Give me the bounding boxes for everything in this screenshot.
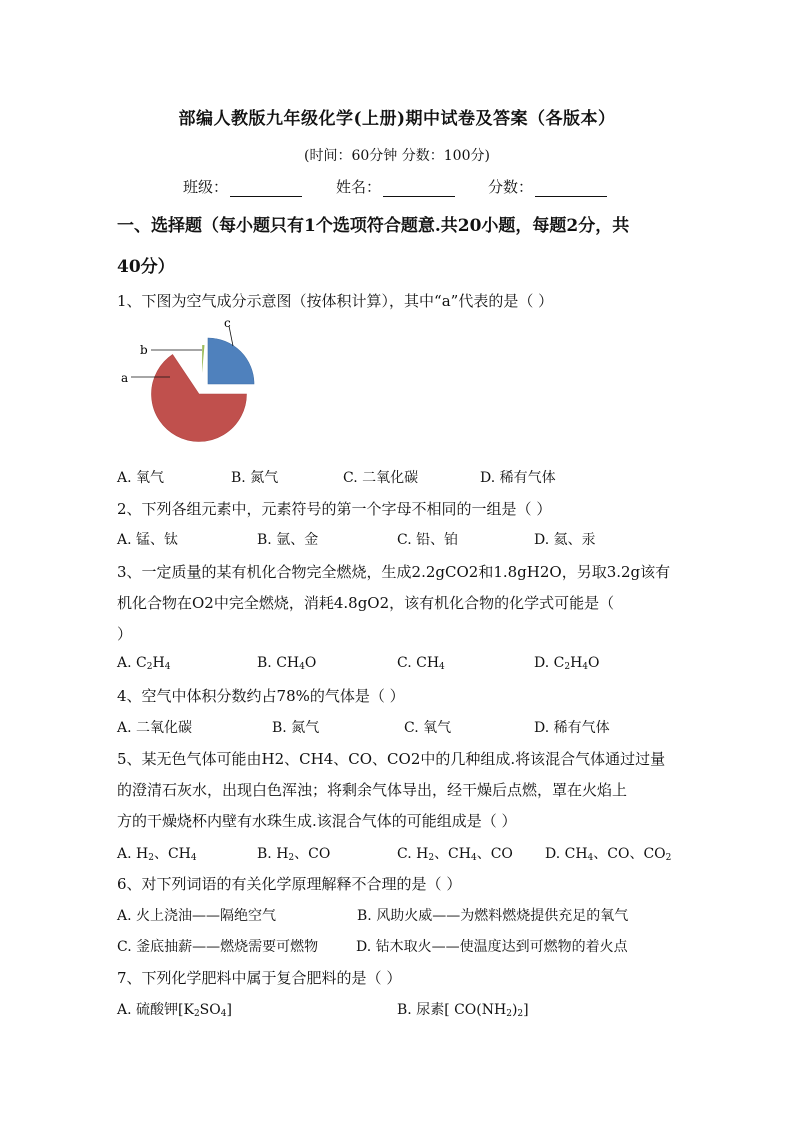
q5-a-sub2: 4 xyxy=(190,853,197,863)
class-field xyxy=(183,176,302,197)
q5-d-text: D. CH xyxy=(545,846,588,862)
q1-option-c: C. 二氧化碳 xyxy=(343,470,419,486)
label-c: c xyxy=(224,316,231,330)
q3-option-d xyxy=(534,655,600,671)
q6-stem: 6、对下列词语的有关化学原理解释不合理的是（ ） xyxy=(117,875,462,893)
q3-line3: ） xyxy=(117,625,133,643)
q3-d-text: D. C xyxy=(534,655,565,671)
q4-option-d: D. 稀有气体 xyxy=(534,720,610,736)
q3-d-mid: H xyxy=(570,655,583,671)
q1-option-b: B. 氮气 xyxy=(231,470,279,486)
q7-a-post: ] xyxy=(226,1002,232,1018)
q3-d-sub2: 4 xyxy=(582,662,589,672)
q5-c-sub1: 2 xyxy=(428,853,435,863)
q5-c-sub2: 4 xyxy=(470,853,477,863)
q5-c-mid: 、CH xyxy=(434,846,471,862)
q3-d-post: O xyxy=(588,655,600,671)
q4-option-b: B. 氮气 xyxy=(272,720,320,736)
q5-b-text: B. H xyxy=(257,846,289,862)
name-blank xyxy=(383,182,455,197)
q7-option-b xyxy=(397,999,529,1019)
q5-c-post: 、CO xyxy=(476,846,513,862)
q7-stem: 7、下列化学肥料中属于复合肥料的是（ ） xyxy=(117,969,402,987)
q5-option-a xyxy=(117,843,197,863)
section-heading-line2: 40分） xyxy=(117,257,175,277)
q3-a-mid: H xyxy=(152,655,165,671)
q7-b-post: ] xyxy=(523,1002,529,1018)
q3-line1: 3、一定质量的某有机化合物完全燃烧，生成2.2gCO2和1.8gH2O，另取3.2g该有 xyxy=(117,563,671,581)
q5-option-d xyxy=(545,843,671,863)
q7-b-text: B. 尿素[ CO(NH xyxy=(397,1002,507,1018)
exam-info: (时间：60分钟 分数：100分) xyxy=(304,148,490,164)
q3-a-text: A. C xyxy=(117,655,147,671)
q7-a-sub2: 4 xyxy=(220,1009,227,1019)
q6-option-c: C. 釜底抽薪——燃烧需要可燃物 xyxy=(117,939,319,955)
q3-b-sub: 4 xyxy=(299,662,305,672)
label-a: a xyxy=(121,371,129,385)
q4-option-a: A. 二氧化碳 xyxy=(117,720,193,736)
q3-d-sub1: 2 xyxy=(564,662,571,672)
q2-option-b: B. 氩、金 xyxy=(257,532,319,548)
q6-option-a: A. 火上浇油——隔绝空气 xyxy=(117,908,277,924)
q7-a-mid: SO xyxy=(199,1002,221,1018)
q5-option-b xyxy=(257,843,330,863)
q7-a-text: A. 硫酸钾[K xyxy=(117,1002,194,1018)
class-blank xyxy=(230,182,302,197)
q5-a-text: A. H xyxy=(117,846,149,862)
q5-option-c xyxy=(397,843,513,863)
q5-line1: 5、某无色气体可能由H2、CH4、CO、CO2中的几种组成.将该混合气体通过过量 xyxy=(117,750,666,768)
q5-a-mid: 、CH xyxy=(153,846,191,862)
q5-d-sub2: 2 xyxy=(665,853,672,863)
q2-option-d: D. 氦、汞 xyxy=(534,532,596,548)
q4-stem: 4、空气中体积分数约占78%的气体是（ ） xyxy=(117,687,405,705)
pie-slice-b xyxy=(202,345,205,373)
q5-c-text: C. H xyxy=(397,846,429,862)
class-label: 班级： xyxy=(183,178,229,196)
score-blank xyxy=(535,182,607,197)
q2-option-a: A. 锰、钛 xyxy=(117,532,179,548)
q5-d-mid: 、CO、CO xyxy=(593,846,666,862)
pie-slice-c xyxy=(208,338,254,384)
section-heading-line1: 一、选择题（每小题只有1个选项符合题意.共20小题，每题2分，共 xyxy=(117,216,630,236)
q7-b-sub1: 2 xyxy=(506,1009,512,1019)
q1-stem: 1、下图为空气成分示意图（按体积计算），其中“a”代表的是（ ） xyxy=(117,292,554,310)
q3-a-sub1: 2 xyxy=(146,662,153,672)
q3-b-post: O xyxy=(304,655,317,671)
q7-b-sub2: 2 xyxy=(517,1009,524,1019)
q5-a-sub1: 2 xyxy=(148,853,154,863)
q7-b-mid: ) xyxy=(511,1002,518,1018)
q3-c-text: C. CH xyxy=(397,655,440,671)
q2-stem: 2、下列各组元素中，元素符号的第一个字母不相同的一组是（ ） xyxy=(117,500,552,518)
q3-c-sub: 4 xyxy=(439,662,445,672)
q5-line3: 方的干燥烧杯内壁有水珠生成.该混合气体的可能组成是（ ） xyxy=(117,812,517,830)
q3-b-text: B. CH xyxy=(257,655,300,671)
label-b: b xyxy=(140,343,148,357)
q5-b-sub1: 2 xyxy=(288,853,295,863)
air-composition-pie xyxy=(115,313,255,458)
q5-line2: 的澄清石灰水，出现白色浑浊；将剩余气体导出，经干燥后点燃，罩在火焰上 xyxy=(117,781,628,799)
q3-option-a xyxy=(117,655,170,671)
page-title: 部编人教版九年级化学(上册)期中试卷及答案（各版本） xyxy=(178,109,616,129)
q4-option-c: C. 氧气 xyxy=(404,720,452,736)
q7-option-a xyxy=(117,999,232,1019)
q6-option-b: B. 风助火威——为燃料燃烧提供充足的氧气 xyxy=(357,908,629,924)
q2-option-c: C. 铅、铂 xyxy=(397,532,459,548)
score-field xyxy=(488,176,607,197)
q5-d-sub1: 4 xyxy=(587,853,594,863)
q7-a-sub1: 2 xyxy=(193,1009,200,1019)
q1-option-a: A. 氧气 xyxy=(117,470,165,486)
name-label: 姓名： xyxy=(336,178,382,196)
q3-option-b xyxy=(257,655,316,671)
q3-line2: 机化合物在O2中完全燃烧，消耗4.8gO2，该有机化合物的化学式可能是（ xyxy=(117,594,615,612)
q1-option-d: D. 稀有气体 xyxy=(480,470,556,486)
q5-b-post: 、CO xyxy=(294,846,331,862)
q3-option-c xyxy=(397,655,445,671)
q6-option-d: D. 钻木取火——使温度达到可燃物的着火点 xyxy=(356,939,628,955)
score-label: 分数： xyxy=(488,178,534,196)
name-field xyxy=(336,176,455,197)
q3-a-sub2: 4 xyxy=(164,662,171,672)
